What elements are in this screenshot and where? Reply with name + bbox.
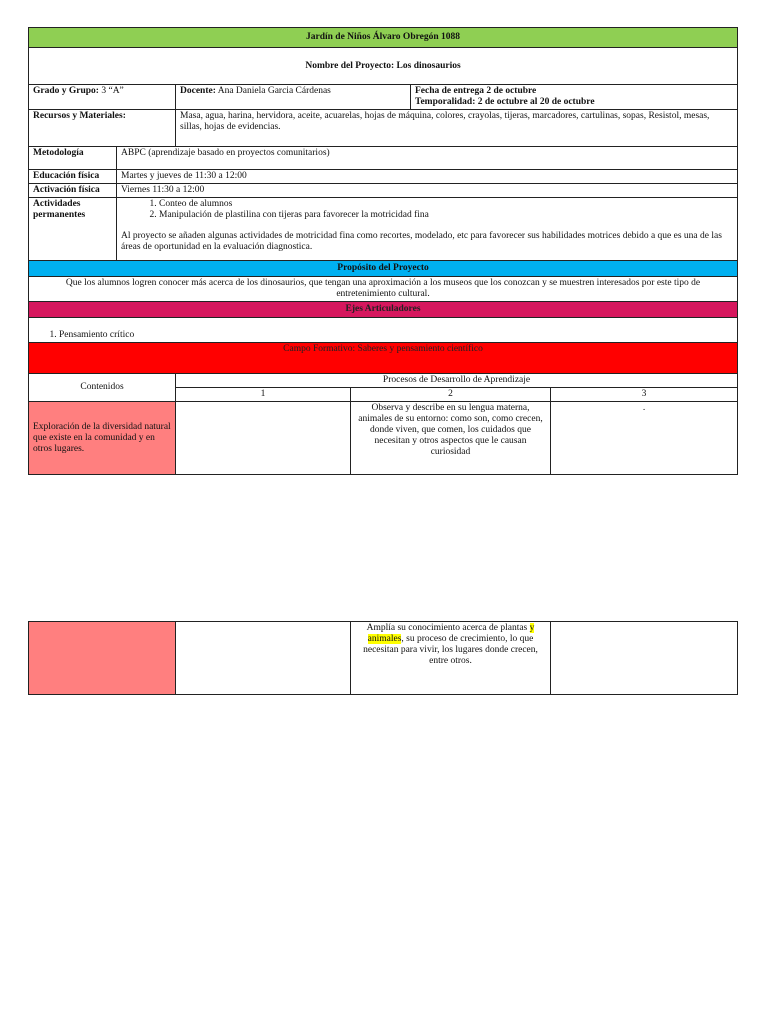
metodologia-value: ABPC (aprendizaje basado en proyectos comunitarios): [117, 147, 738, 170]
planning-table: [28, 27, 738, 475]
project-name: Los dinosaurios: [396, 60, 461, 71]
proposito-row: [29, 277, 738, 302]
activacion-value: Viernes 11:30 a 12:00: [117, 184, 738, 198]
ejes-header-row: [29, 302, 738, 318]
temporalidad: Temporalidad: 2 de octubre al 20 de octubre: [415, 97, 595, 107]
col-1-header: 1: [176, 388, 351, 402]
recursos-row: [29, 110, 738, 147]
planning-table-continued: [28, 621, 738, 695]
col-3-header: 3: [551, 388, 738, 402]
grado-value: 3 “A”: [98, 86, 124, 96]
actividades-label: Actividades permanentes: [29, 198, 117, 261]
ejes-list: [33, 330, 733, 341]
campo-row: [29, 343, 738, 374]
highlight-animales: animales: [367, 634, 402, 644]
ejes-cell: [29, 318, 738, 343]
list-item: 2. Manipulación de plastilina con tijeras para favorecer la motricidad fina: [159, 210, 733, 221]
fecha-cell: [411, 85, 738, 110]
list-item: 1. Pensamiento crítico: [59, 330, 733, 341]
proceso-3-cell: .: [551, 402, 738, 475]
recursos-label: Recursos y Materiales:: [29, 110, 176, 147]
grado-label: Grado y Grupo:: [33, 86, 99, 96]
procesos-title: Procesos de Desarrollo de Aprendizaje: [176, 374, 738, 388]
docente-cell: [176, 85, 411, 110]
docente-label: Docente:: [180, 86, 216, 96]
proceso-1-cell: [176, 622, 351, 695]
contenido-cell: Exploración de la diversidad natural que existe en la comunidad y en otros lugares.: [29, 402, 176, 475]
educacion-label: Educación física: [29, 170, 117, 184]
metodologia-row: [29, 147, 738, 170]
docente-value: Ana Daniela Garcia Cárdenas: [215, 86, 331, 96]
proceso-2-cell: Observa y describe en su lengua materna, animales de su entorno: como son, como crecen, donde viven, que comen, los cuidados que necesitan y otros aspectos que le causan curiosidad: [351, 402, 551, 475]
recursos-value: Masa, agua, harina, hervidora, aceite, acuarelas, hojas de máquina, colores, crayolas, tijeras, marcadores, cartulinas, sopas, Resistol, mesas, sillas, hojas de evidencias.: [176, 110, 738, 147]
educacion-value: Martes y jueves de 11:30 a 12:00: [117, 170, 738, 184]
school-title: Jardín de Niños Álvaro Obregón 1088: [29, 28, 738, 48]
procesos-header-row: [29, 374, 738, 388]
actividades-row: [29, 198, 738, 261]
educacion-row: [29, 170, 738, 184]
list-item: 1. Conteo de alumnos: [159, 199, 733, 210]
campo-title: Campo Formativo: Saberes y pensamiento científico: [29, 343, 738, 374]
proceso-2-cell: [351, 622, 551, 695]
contenidos-header: Contenidos: [29, 374, 176, 402]
contenido-cell: [29, 622, 176, 695]
project-title: [29, 48, 738, 85]
col-2-header: 2: [351, 388, 551, 402]
actividades-list: [121, 199, 733, 221]
proposito-title: Propósito del Proyecto: [29, 261, 738, 277]
table-row: [29, 622, 738, 695]
proposito-header-row: [29, 261, 738, 277]
fecha-entrega: Fecha de entrega 2 de octubre: [415, 86, 537, 96]
proceso-3-cell: [551, 622, 738, 695]
metodologia-label: Metodología: [29, 147, 117, 170]
project-label: Nombre del Proyecto:: [305, 60, 397, 71]
project-row: [29, 48, 738, 85]
info-row: [29, 85, 738, 110]
grado-cell: [29, 85, 176, 110]
school-row: [29, 28, 738, 48]
ejes-row: [29, 318, 738, 343]
proposito-text: Que los alumnos logren conocer más acerca de los dinosaurios, que tengan una aproximación a los museos que los conozcan y se muestren interesados por este tipo de entretenimiento cultural.: [29, 277, 738, 302]
proceso-2-text-b: , su proceso de crecimiento, lo que necesitan para vivir, los lugares donde crecen, entre otros.: [363, 634, 538, 666]
proceso-1-cell: [176, 402, 351, 475]
actividades-note: Al proyecto se añaden algunas actividades de motricidad fina como recortes, modelado, etc para favorecer sus habilidades motrices debido a que es una de las áreas de oportunidad en la evaluación diagnostica.: [121, 231, 722, 252]
highlight-y: y: [529, 623, 535, 633]
ejes-title: Ejes Articuladores: [29, 302, 738, 318]
table-row: [29, 402, 738, 475]
actividades-cell: [117, 198, 738, 261]
activacion-row: [29, 184, 738, 198]
proceso-2-text-a: Amplía su conocimiento acerca de plantas: [366, 623, 530, 633]
activacion-label: Activación física: [29, 184, 117, 198]
